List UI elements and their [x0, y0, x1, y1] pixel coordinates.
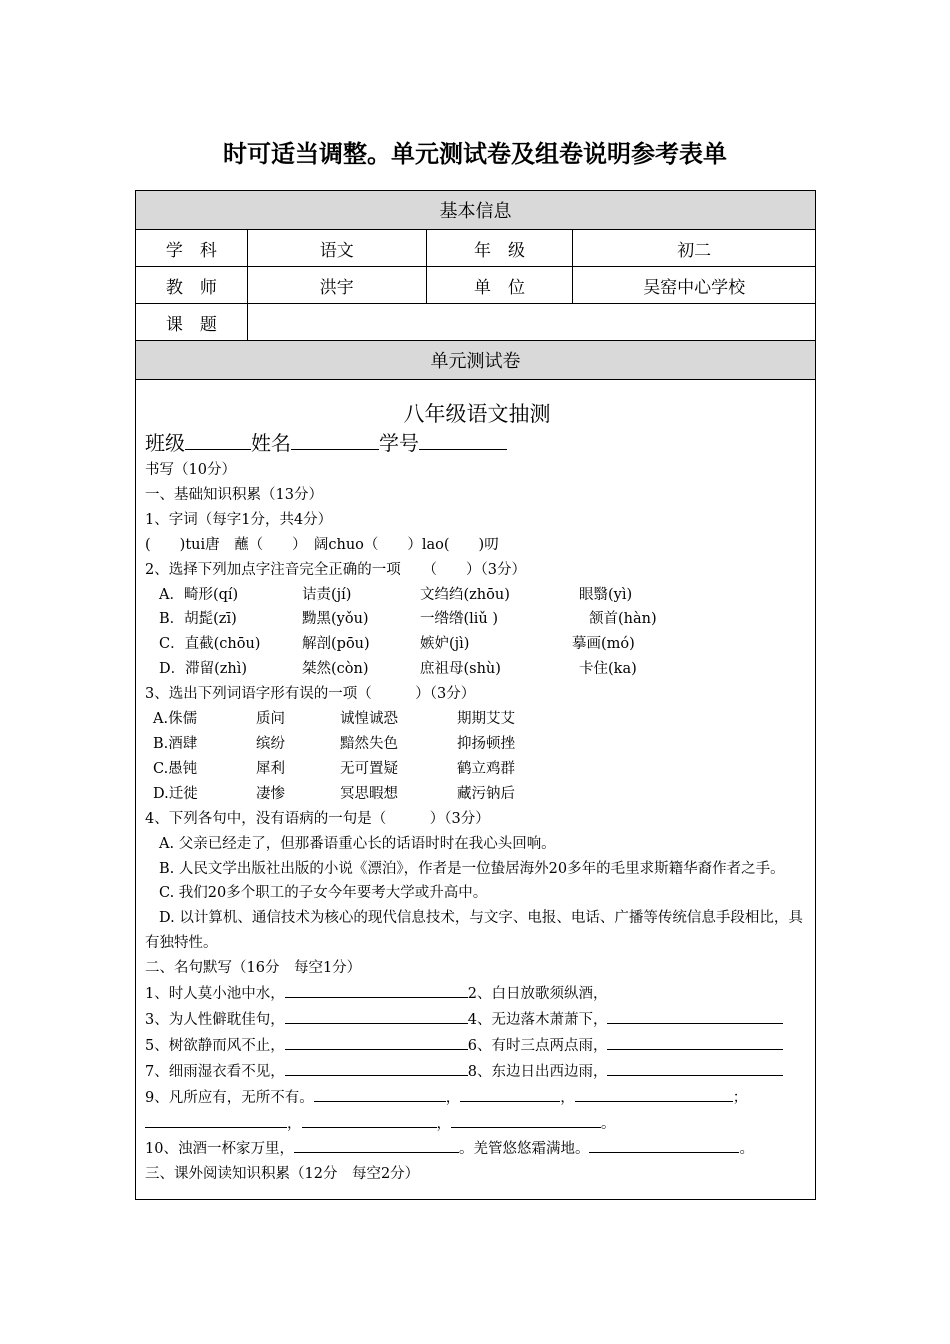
q3-option-a: A.侏儒 质问 诚惶诚恐 期期艾艾: [153, 711, 515, 728]
writing-score: 书写（10分）: [145, 462, 236, 478]
poem-row-2: 3、为人性僻耽佳句， 4、无边落木萧萧下，: [145, 1007, 809, 1033]
student-info-row: [145, 430, 809, 456]
poem-row-7: 10、浊酒一杯家万里， 。羌管悠悠霜满地。 。: [145, 1136, 809, 1162]
poem-blank[interactable]: [302, 1111, 437, 1128]
q3-option-b: B.酒肆 缤纷 黯然失色 抑扬顿挫: [153, 735, 515, 752]
poem-row-6: ， ， 。: [145, 1111, 809, 1137]
name-blank[interactable]: [291, 431, 379, 450]
q2-option-d: D．滞留(zhì) 桀然(còn) 庶祖母(shù) 卡住(ka): [159, 661, 637, 678]
grade-label: 年 级: [426, 230, 573, 267]
paper-subtitle: 八年级语文抽测: [403, 402, 551, 426]
poem-row-1: 1、时人莫小池中水， 2、白日放歌须纵酒，: [145, 981, 809, 1007]
poem-blank[interactable]: [294, 1136, 459, 1153]
test-paper: [145, 398, 809, 1187]
q4-option-a: A. 父亲已经走了，但那番语重心长的话语时时在我心头回响。: [159, 835, 556, 852]
poem-blank[interactable]: [607, 1059, 783, 1076]
q2-option-a: A．畸形(qí) 诘责(jí) 文绉绉(zhōu) 眼翳(yì): [159, 586, 633, 603]
poem-row-4: 7、细雨湿衣看不见， 8、东边日出西边雨，: [145, 1059, 809, 1085]
unit-value: 吴窑中心学校: [573, 267, 816, 304]
grade-value: 初二: [573, 230, 816, 267]
subject-value: 语文: [247, 230, 426, 267]
q2-option-c: C．直截(chōu) 解剖(pōu) 嫉妒(jì) 摹画(mó): [159, 636, 635, 653]
info-table: [135, 190, 816, 380]
poem-blank[interactable]: [451, 1111, 601, 1128]
poem-blank[interactable]: [607, 1007, 783, 1024]
poem-blank[interactable]: [145, 1111, 287, 1128]
class-label: 班级: [145, 431, 185, 455]
poem-blank[interactable]: [589, 1136, 739, 1153]
id-blank[interactable]: [419, 431, 507, 450]
frame-left-border: [135, 378, 136, 1200]
test-header: 单元测试卷: [136, 341, 816, 380]
q3-option-c: C.愚钝 犀利 无可置疑 鹤立鸡群: [153, 760, 515, 777]
question-3: 3、选出下列词语字形有误的一项（ ）（3分）: [145, 686, 476, 703]
q4-option-b: B. 人民文学出版社出版的小说《漂泊》，作者是一位蛰居海外20多年的毛里求斯籍华裔作者之手。: [159, 860, 785, 877]
q4-option-c: C. 我们20多个职工的子女今年要考大学或升高中。: [159, 885, 488, 902]
basic-info-header: 基本信息: [136, 191, 816, 230]
poem-blank[interactable]: [460, 1085, 560, 1102]
section-3-heading: 三、课外阅读知识积累（12分 每空2分）: [145, 1166, 420, 1183]
section-1-heading: 一、基础知识积累（13分）: [145, 486, 323, 503]
teacher-label: 教 师: [136, 267, 248, 304]
frame-right-border: [815, 378, 816, 1200]
poem-blank[interactable]: [285, 1007, 468, 1024]
section-2-heading: 二、名句默写（16分 每空1分）: [145, 960, 362, 977]
question-4: 4、下列各句中，没有语病的一句是（ ）（3分）: [145, 810, 490, 827]
question-1-items: ( )tui唐 蘸（ ） 阔chuo（ ）lao( )叨: [145, 536, 499, 553]
q2-option-b: B．胡髭(zī) 黝黑(yǒu) 一绺绺(liǔ ) 颔首(hàn): [159, 611, 657, 628]
document-title: 时可适当调整。单元测试卷及组卷说明参考表单: [223, 140, 727, 168]
q4-option-d: D. 以计算机、通信技术为核心的现代信息技术，与文字、电报、电话、广播等传统信息手段相比，具有独特性。: [145, 910, 803, 952]
poem-blank[interactable]: [285, 1033, 468, 1050]
poem-blank[interactable]: [575, 1085, 733, 1102]
topic-label: 课 题: [136, 304, 248, 341]
question-1: 1、字词（每字1分，共4分）: [145, 511, 333, 528]
id-label: 学号: [379, 431, 419, 455]
poem-row-3: 5、树欲静而风不止， 6、有时三点两点雨，: [145, 1033, 809, 1059]
question-2: 2、选择下列加点字注音完全正确的一项 （ ）（3分）: [145, 561, 526, 578]
poem-blank[interactable]: [607, 1033, 783, 1050]
poem-row-5: 9、凡所应有，无所不有。 ， ， ；: [145, 1085, 809, 1111]
name-label: 姓名: [251, 431, 291, 455]
poem-blank[interactable]: [285, 1059, 468, 1076]
unit-label: 单 位: [426, 267, 573, 304]
topic-value: [247, 304, 815, 341]
q3-option-d: D.迁徙 凄惨 冥思暇想 藏污钠后: [153, 785, 515, 802]
poem-blank[interactable]: [285, 981, 468, 998]
class-blank[interactable]: [185, 431, 251, 450]
teacher-value: 洪宇: [247, 267, 426, 304]
subject-label: 学 科: [136, 230, 248, 267]
poem-blank[interactable]: [314, 1085, 446, 1102]
frame-bottom-border: [135, 1199, 816, 1200]
